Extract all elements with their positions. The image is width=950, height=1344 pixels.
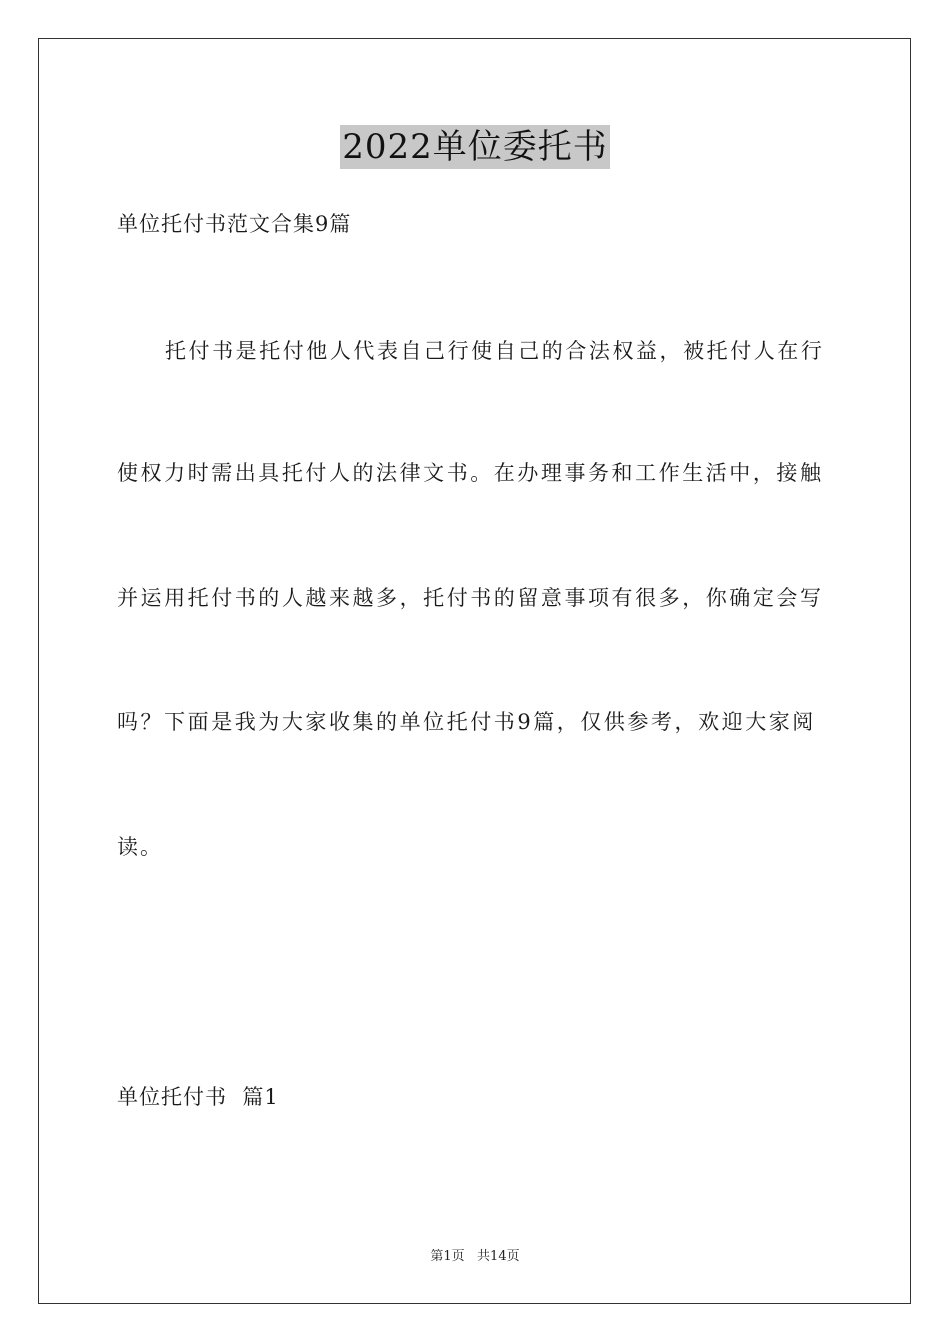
paragraph-line: 吗？下面是我为大家收集的单位托付书9篇，仅供参考，欢迎大家阅 — [117, 710, 816, 734]
paragraph-line: 使权力时需出具托付人的法律文书。在办理事务和工作生活中，接触 — [117, 461, 824, 485]
paragraph-line: 并运用托付书的人越来越多，托付书的留意事项有很多，你确定会写 — [117, 586, 824, 610]
document-title: 2022单位委托书 — [342, 127, 608, 167]
section-heading: 单位托付书 篇1 — [117, 1085, 279, 1109]
title-container — [0, 125, 950, 169]
document-subtitle: 单位托付书范文合集9篇 — [117, 212, 352, 236]
paragraph-line: 读。 — [117, 835, 163, 859]
page-footer: 第1页 共14页 — [430, 1249, 520, 1264]
paragraph-line: 托付书是托付他人代表自己行使自己的合法权益，被托付人在行 — [165, 339, 825, 363]
